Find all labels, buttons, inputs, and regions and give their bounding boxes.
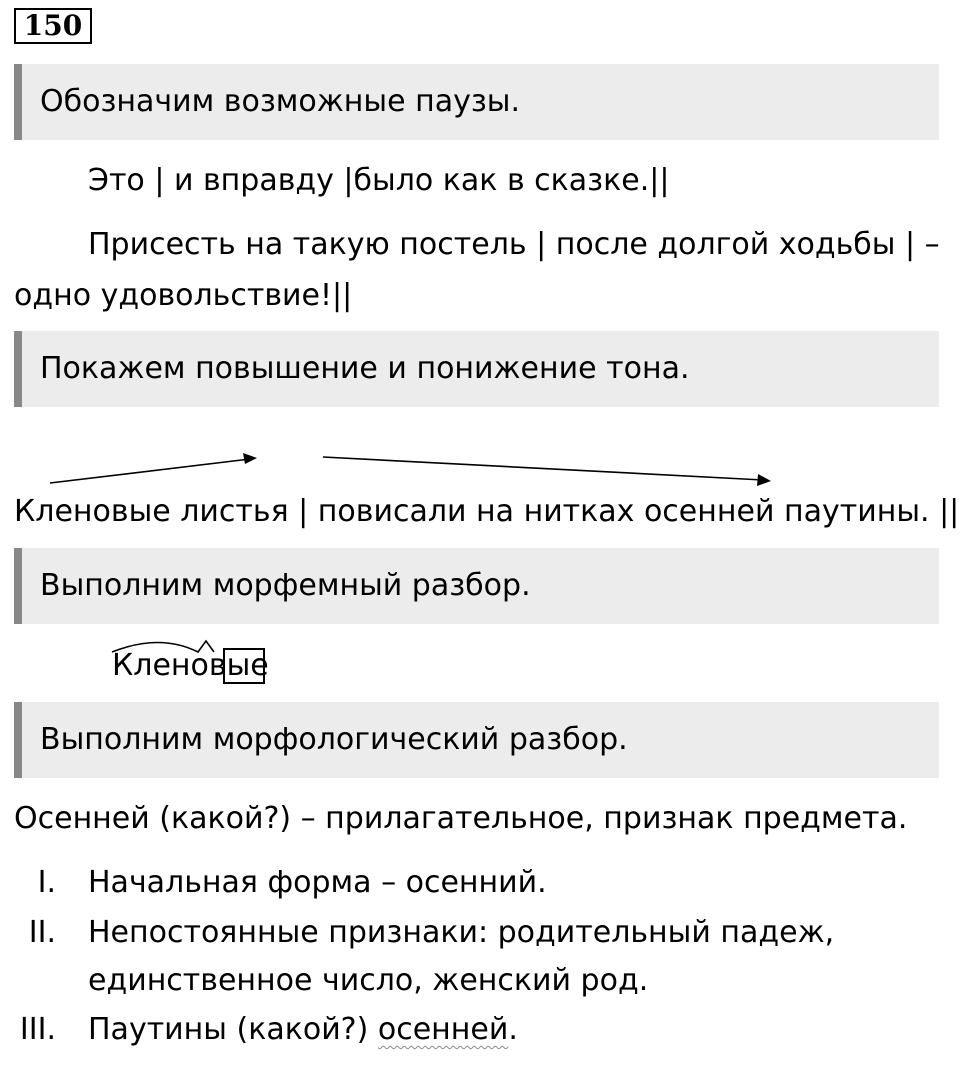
morpheme-word: Кленовые — [112, 648, 269, 683]
task-number: 150 — [14, 8, 92, 44]
morphology-intro: Осенней (какой?) – прилагательное, признак предмета. — [14, 801, 908, 836]
section-heading-text: Обозначим возможные паузы. — [40, 84, 521, 119]
intonation-sentence: Кленовые листья | повисали на нитках осенней паутины. || — [14, 494, 960, 529]
list-item-continuation: единственное число, женский род. — [88, 963, 649, 998]
ending-box-mark — [223, 648, 265, 684]
list-item — [88, 1010, 518, 1050]
rising-tone-arrow — [50, 453, 257, 483]
section-heading-text: Выполним морфемный разбор. — [40, 568, 531, 603]
list-numeral: III. — [19, 1012, 56, 1047]
falling-tone-arrow — [323, 457, 771, 486]
section-heading-morphology — [14, 702, 939, 778]
underlined-word: осенней — [377, 1012, 509, 1047]
section-heading-text: Покажем повышение и понижение тона. — [40, 351, 690, 386]
pauses-line-3: одно удовольствие!|| — [14, 278, 353, 313]
list-item-punctuation: . — [508, 1012, 518, 1047]
list-numeral: I. — [37, 865, 56, 900]
list-item: Начальная форма – осенний. — [88, 865, 547, 900]
section-heading-morpheme — [14, 548, 939, 624]
pauses-line-2: Присесть на такую постель | после долгой ходьбы | – — [88, 227, 940, 262]
list-item-text: Паутины (какой?) — [88, 1012, 378, 1047]
list-numeral: II. — [28, 915, 56, 950]
list-item: Непостоянные признаки: родительный падеж, — [88, 915, 835, 950]
section-heading-text: Выполним морфологический разбор. — [40, 722, 628, 757]
pauses-line-1: Это | и вправду |было как в сказке.|| — [88, 163, 670, 198]
